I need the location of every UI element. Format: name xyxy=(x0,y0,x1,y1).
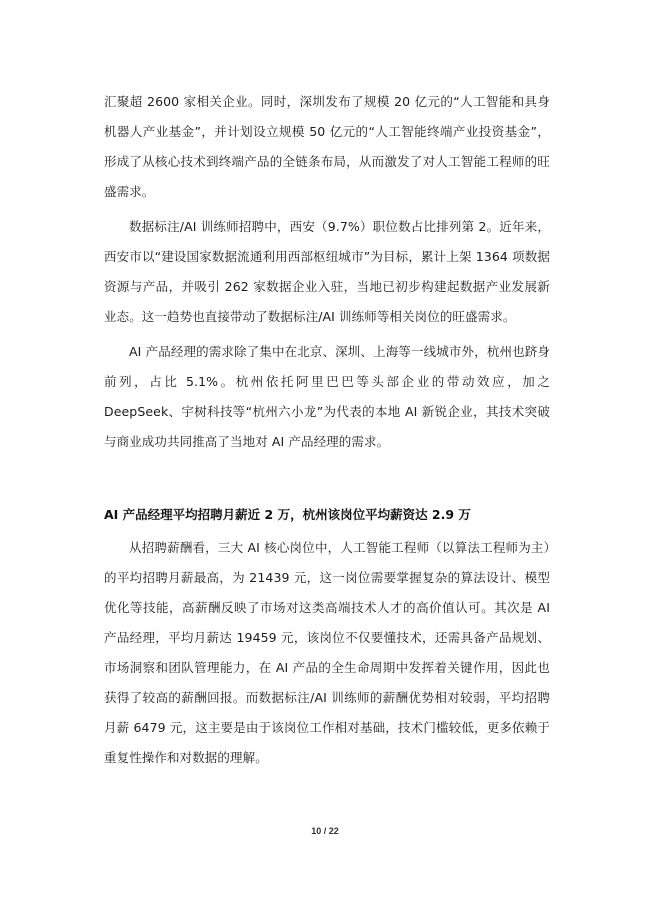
page-number: 10 / 22 xyxy=(311,826,339,836)
paragraph-continuation: 汇聚超 2600 家相关企业。同时，深圳发布了规模 20 亿元的“人工智能和具身机器人产业基金”，并计划设立规模 50 亿元的“人工智能终端产业投资基金”，形成了从核心技术到终端产品的全链条布局，从而激发了对人工智能工程师的旺盛需求。 xyxy=(104,94,550,199)
section-heading: AI 产品经理平均招聘月薪近 2 万，杭州该岗位平均薪资达 2.9 万 xyxy=(104,507,471,522)
document-body xyxy=(104,87,550,773)
paragraph-salary: 从招聘薪酬看，三大 AI 核心岗位中，人工智能工程师（以算法工程师为主）的平均招聘月薪最高，为 21439 元，这一岗位需要掌握复杂的算法设计、模型优化等技能，高薪酬反映了市场对这类高端技术人才的高价值认可。其次是 AI 产品经理，平均月薪达 19459 元，该岗位不仅要懂技术，还需具备产品规划、市场洞察和团队管理能力，在 AI 产品的全生命周期中发挥着关键作用，因此也获得了较高的薪酬回报。而数据标注/AI 训练师的薪酬优势相对较弱，平均招聘月薪 6479 元，这主要是由于该岗位工作相对基础，技术门槛较低，更多依赖于重复性操作和对数据的理解。 xyxy=(104,540,550,765)
paragraph-xian-data-labeling: 数据标注/AI 训练师招聘中，西安（9.7%）职位数占比排列第 2。近年来，西安市以“建设国家数据流通利用西部枢纽城市”为目标，累计上架 1364 项数据资源与产品，并吸引 262 家数据企业入驻，当地已初步构建起数据产业发展新业态。这一趋势也直接带动了数据标注/AI 训练师等相关岗位的旺盛需求。 xyxy=(104,219,550,324)
paragraph-hangzhou-product-manager: AI 产品经理的需求除了集中在北京、深圳、上海等一线城市外，杭州也跻身前列，占比 5.1%。杭州依托阿里巴巴等头部企业的带动效应，加之 DeepSeek、宇树科技等“杭州六小龙”为代表的本地 AI 新锐企业，其技术突破与商业成功共同推高了当地对 AI 产品经理的需求。 xyxy=(104,344,550,449)
